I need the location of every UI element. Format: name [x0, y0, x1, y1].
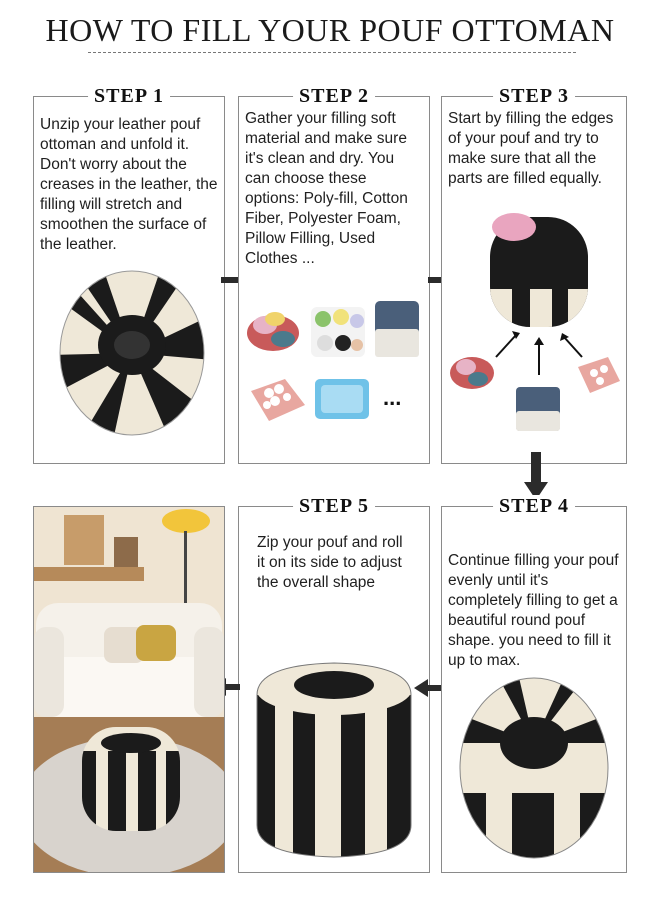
step-1-panel [33, 85, 225, 464]
step-3-text: Start by filling the edges of your pouf and try to make sure that all the parts are filled equally. [448, 110, 614, 187]
final-room-photo-panel [33, 506, 225, 873]
title-divider [88, 52, 576, 53]
step-1-text: Unzip your leather pouf ottoman and unfold it. Don't worry about the creases in the leather, the filling will stretch and smoothen the surface of the leather. [40, 116, 218, 253]
step-4-panel [441, 495, 627, 873]
filling-materials-image [245, 293, 423, 443]
step-5-panel [238, 495, 430, 873]
more-options-indicator: ... [383, 385, 402, 410]
page-title: HOW TO FILL YOUR POUF OTTOMAN [45, 12, 615, 48]
step-2-text: Gather your filling soft material and make sure it's clean and dry. You can choose these options: Poly-fill, Cotton Fiber, Polyester Foam, Pillow Filling, Used Clothes ... [245, 110, 408, 267]
filled-pouf-image [456, 673, 612, 863]
living-room-with-pouf-image [34, 507, 224, 872]
poly-fill-icon [251, 379, 305, 421]
step-3-panel [441, 85, 627, 464]
used-clothes-icon [247, 312, 299, 351]
poly-fill-icon [578, 357, 620, 393]
step-1-label: STEP 1 [88, 85, 170, 108]
step-2-panel [238, 85, 430, 464]
pouf-being-filled-image [444, 197, 624, 433]
step-5-label: STEP 5 [293, 495, 375, 518]
used-clothes-icon [450, 357, 494, 389]
zipped-pouf-image [245, 655, 423, 865]
pillow-icon [516, 387, 560, 431]
step-5-text: Zip your pouf and roll it on its side to adjust the overall shape [257, 534, 403, 591]
step-2-label: STEP 2 [293, 85, 375, 108]
plush-toys-icon [311, 307, 365, 357]
step-4-label: STEP 4 [493, 495, 575, 518]
step-4-text: Continue filling your pouf evenly until it's completely filling to get a beautiful round pouf shape. you need to fill it up to max. [448, 552, 619, 669]
step-3-label: STEP 3 [493, 85, 575, 108]
pillow-icon [375, 301, 419, 357]
foam-block-icon [315, 379, 369, 419]
unfolded-pouf-image [52, 265, 212, 445]
